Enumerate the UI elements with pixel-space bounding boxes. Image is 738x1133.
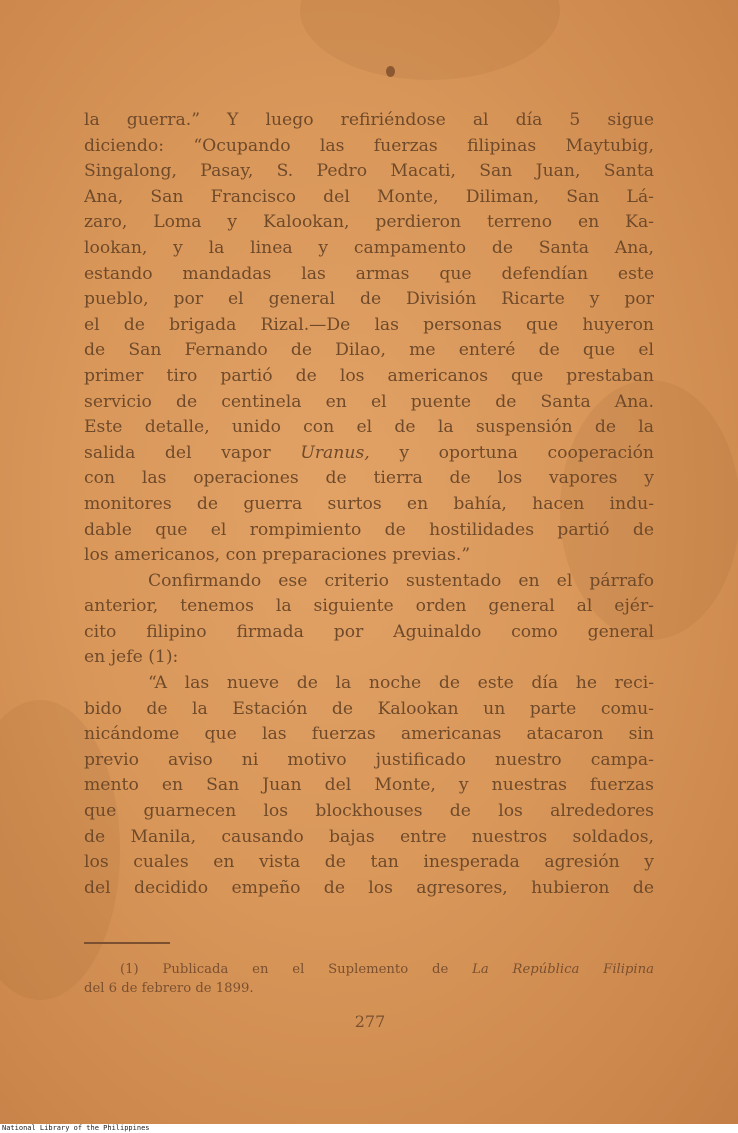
text-line: cito filipino firmada por Aguinaldo como general	[84, 621, 654, 642]
text-line: con las operaciones de tierra de los vapores y	[84, 468, 654, 489]
text-line: mento en San Juan del Monte, y nuestras fuerzas	[84, 775, 654, 796]
text-line: en jefe (1):	[84, 647, 179, 668]
footnote-line: del 6 de febrero de 1899.	[84, 981, 254, 996]
text-line: primer tiro partió de los americanos que prestaban	[84, 365, 654, 386]
footnote-text: (1) Publicada en el Suplemento de	[120, 962, 473, 977]
text-line: Este detalle, unido con el de la suspensión de la	[84, 417, 654, 438]
text-line: bido de la Estación de Kalookan un parte comu-	[84, 698, 654, 719]
text-line: Ana, San Francisco del Monte, Diliman, San Lá-	[84, 186, 654, 207]
footnote	[84, 960, 654, 998]
footnote-line	[84, 960, 654, 979]
text-line: anterior, tenemos la siguiente orden general al ejér-	[84, 596, 654, 617]
text-line: el de brigada Rizal.—De las personas que huyeron	[84, 314, 654, 335]
text-line: “A las nueve de la noche de este día he reci-	[148, 673, 654, 694]
footnote-rule	[84, 942, 170, 944]
text-line: diciendo: “Ocupando las fuerzas filipinas Maytubig,	[84, 135, 654, 156]
text-line: de Manila, causando bajas entre nuestros soldados,	[84, 826, 654, 847]
text-line: dable que el rompimiento de hostilidades partió de	[84, 519, 654, 540]
text-line: de San Fernando de Dilao, me enteré de que el	[84, 340, 654, 361]
text-line: del decidido empeño de los agresores, hubieron de	[84, 877, 654, 898]
text-line: los americanos, con preparaciones previas.”	[84, 545, 471, 566]
text-line: estando mandadas las armas que defendían este	[84, 263, 654, 284]
text-line: pueblo, por el general de División Ricarte y por	[84, 289, 654, 310]
text-line: Singalong, Pasay, S. Pedro Macati, San Juan, Santa	[84, 161, 654, 182]
text-line: los cuales en vista de tan inesperada agresión y	[84, 852, 654, 873]
text-line: servicio de centinela en el puente de Santa Ana.	[84, 391, 654, 412]
text-segment: salida del vapor	[84, 442, 301, 463]
page-number: 277	[354, 1012, 386, 1031]
body-text	[84, 108, 654, 901]
library-credit: National Library of the Philippines	[2, 1124, 150, 1132]
text-line: nicándome que las fuerzas americanas atacaron sin	[84, 724, 654, 745]
text-line: monitores de guerra surtos en bahía, hacen indu-	[84, 493, 654, 514]
vessel-name: Uranus,	[300, 442, 370, 463]
text-segment: y oportuna cooperación	[369, 442, 654, 463]
text-line-mixed	[84, 441, 654, 467]
ink-mark	[386, 66, 395, 77]
paper-stain	[300, 0, 560, 80]
publication-title: La República Filipina	[472, 962, 654, 977]
text-line: la guerra.” Y luego refiriéndose al día 5 sigue	[84, 110, 654, 130]
text-line: Confirmando ese criterio sustentado en el párrafo	[148, 570, 654, 591]
text-line: lookan, y la linea y campamento de Santa Ana,	[84, 237, 654, 258]
text-line: zaro, Loma y Kalookan, perdieron terreno en Ka-	[84, 212, 654, 233]
text-line: previo aviso ni motivo justificado nuestro campa-	[84, 749, 654, 770]
text-line: que guarnecen los blockhouses de los alrededores	[84, 801, 654, 822]
